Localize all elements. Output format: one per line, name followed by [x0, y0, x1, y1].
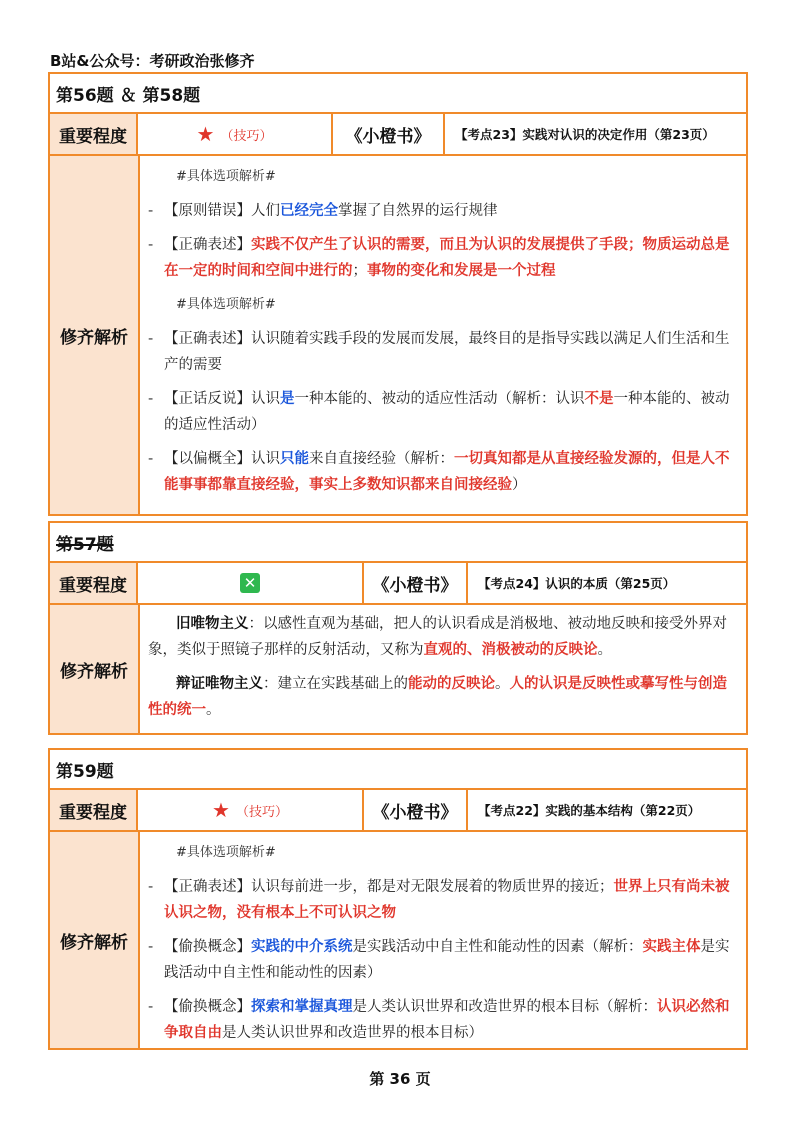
importance-label: 重要程度	[50, 790, 138, 830]
importance-value	[138, 790, 364, 830]
meta-row	[50, 114, 746, 156]
list-item: - 【原则错误】人们已经完全掌握了自然界的运行规律	[148, 203, 498, 219]
question-title: 第56题 ＆ 第58题	[50, 74, 746, 114]
list-item: - 【正确表述】实践不仅产生了认识的需要，而且为认识的发展提供了手段；物质运动总是在一定的时间和空间中进行的；事物的变化和发展是一个过程	[148, 237, 730, 279]
book-name: 《小橙书》	[333, 114, 445, 154]
star-icon: ★	[212, 798, 230, 822]
question-card-59	[48, 748, 748, 1050]
list-item: - 【以偏概全】认识只能来自直接经验（解析：一切真知都是从直接经验发源的，但是人不能事事都靠直接经验，事实上多数知识都来自间接经验）	[148, 451, 730, 493]
section-subtitle: #具体选项解析#	[176, 169, 276, 184]
skill-tag: （技巧）	[235, 804, 288, 820]
analysis-content	[140, 156, 746, 514]
question-card-56-58	[48, 72, 748, 516]
analysis-content	[140, 605, 746, 733]
list-item: - 【偷换概念】探索和掌握真理是人类认识世界和改造世界的根本目标（解析：认识必然和争取自由是人类认识世界和改造世界的根本目标）	[148, 999, 730, 1041]
importance-label: 重要程度	[50, 563, 138, 603]
meta-row	[50, 563, 746, 605]
page-number: 第 36 页	[369, 1070, 431, 1088]
list-item: - 【正确表述】认识随着实践手段的发展而发展，最终目的是指导实践以满足人们生活和生产的需要	[148, 331, 730, 373]
cross-mark-icon: ✕	[240, 573, 260, 593]
importance-label: 重要程度	[50, 114, 138, 154]
question-title: 第57题	[50, 523, 746, 563]
analysis-label: 修齐解析	[50, 832, 140, 1048]
meta-row	[50, 790, 746, 832]
topic-label: 【考点24】认识的本质（第25页）	[478, 576, 676, 591]
book-name: 《小橙书》	[364, 563, 468, 603]
list-item: - 【偷换概念】实践的中介系统是实践活动中自主性和能动性的因素（解析：实践主体是实践活动中自主性和能动性的因素）	[148, 939, 730, 981]
paragraph: 辩证唯物主义：建立在实践基础上的能动的反映论。人的认识是反映性或摹写性与创造性的统一。	[148, 676, 727, 718]
analysis-label: 修齐解析	[50, 156, 140, 514]
list-item: - 【正话反说】认识是一种本能的、被动的适应性活动（解析：认识不是一种本能的、被动的适应性活动）	[148, 391, 730, 433]
question-card-57	[48, 521, 748, 735]
paragraph: 旧唯物主义：以感性直观为基础，把人的认识看成是消极地、被动地反映和接受外界对象，类似于照镜子那样的反射活动，又称为直观的、消极被动的反映论。	[148, 616, 727, 658]
analysis-row	[50, 832, 746, 1048]
section-subtitle: #具体选项解析#	[176, 297, 276, 312]
importance-value	[138, 563, 364, 603]
topic-label: 【考点22】实践的基本结构（第22页）	[478, 803, 701, 818]
question-title: 第59题	[50, 750, 746, 790]
analysis-label: 修齐解析	[50, 605, 140, 733]
list-item: - 【正确表述】认识每前进一步，都是对无限发展着的物质世界的接近；世界上只有尚未被认识之物，没有根本上不可认识之物	[148, 879, 730, 921]
book-name: 《小橙书》	[364, 790, 468, 830]
importance-value	[138, 114, 333, 154]
star-icon: ★	[196, 122, 215, 146]
skill-tag: （技巧）	[220, 128, 273, 144]
topic-label: 【考点23】实践对认识的决定作用（第23页）	[455, 127, 715, 142]
analysis-row	[50, 605, 746, 733]
page-header: B站&公众号：考研政治张修齐	[50, 52, 255, 70]
analysis-content	[140, 832, 746, 1048]
section-subtitle: #具体选项解析#	[176, 845, 276, 860]
analysis-row	[50, 156, 746, 514]
